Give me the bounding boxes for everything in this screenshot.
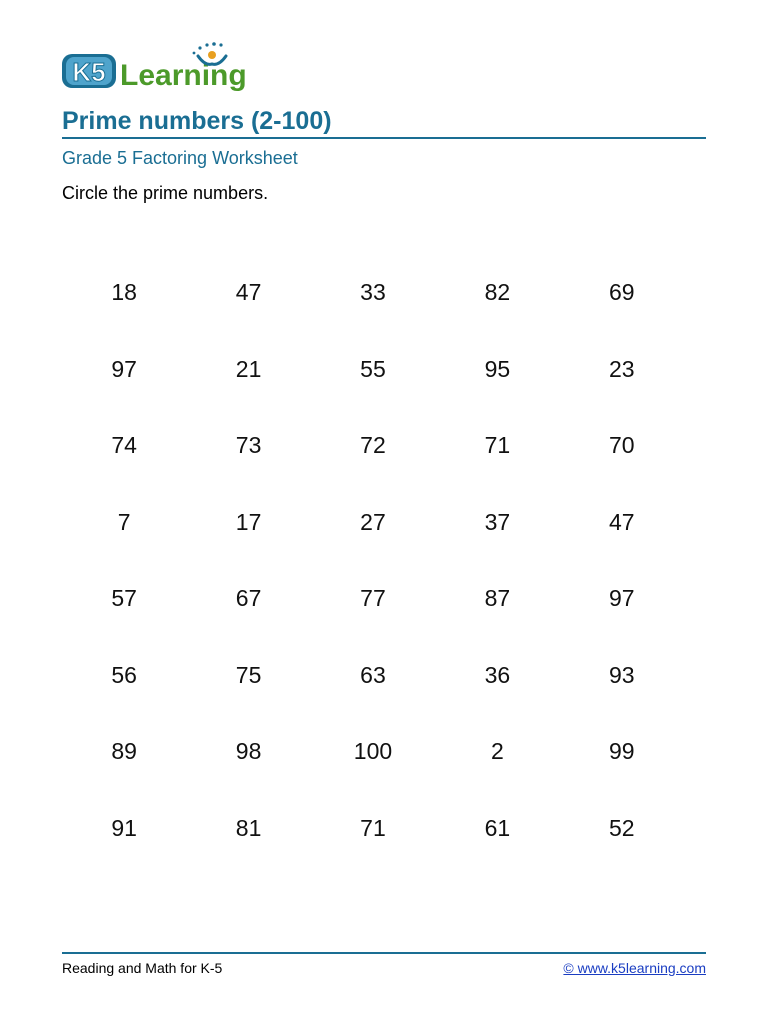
number-cell[interactable]: 37 <box>484 508 511 535</box>
page-title: Prime numbers (2-100) <box>62 107 332 135</box>
number-cell[interactable]: 75 <box>235 661 262 688</box>
number-cell[interactable]: 93 <box>608 661 635 688</box>
footer-website-link[interactable]: © www.k5learning.com <box>563 960 706 976</box>
number-cell[interactable]: 71 <box>360 814 386 841</box>
number-cell[interactable]: 98 <box>235 738 262 764</box>
number-cell[interactable]: 71 <box>484 432 511 458</box>
number-cell[interactable]: 21 <box>235 355 262 382</box>
number-cell[interactable]: 87 <box>484 585 511 611</box>
number-cell[interactable]: 7 <box>117 508 131 535</box>
number-cell[interactable]: 91 <box>111 814 137 841</box>
number-cell[interactable]: 82 <box>484 279 511 305</box>
number-cell[interactable]: 2 <box>490 738 504 764</box>
number-cell[interactable]: 57 <box>111 585 137 611</box>
k5-logo-graphic <box>60 40 260 96</box>
number-cell[interactable]: 69 <box>608 279 635 305</box>
number-cell[interactable]: 77 <box>360 585 386 611</box>
number-cell[interactable]: 63 <box>360 661 386 688</box>
worksheet-subtitle: Grade 5 Factoring Worksheet <box>62 148 298 168</box>
number-cell[interactable]: 47 <box>608 508 635 535</box>
logo-badge-text: K5 <box>72 57 106 87</box>
number-cell[interactable]: 97 <box>608 585 635 611</box>
title-divider <box>62 137 706 139</box>
number-cell[interactable]: 17 <box>235 508 262 535</box>
number-cell[interactable]: 27 <box>360 508 386 535</box>
number-cell[interactable]: 56 <box>111 661 137 688</box>
number-cell[interactable]: 99 <box>608 738 635 764</box>
number-cell[interactable]: 97 <box>111 355 137 382</box>
number-cell[interactable]: 55 <box>360 355 386 382</box>
number-cell[interactable]: 73 <box>235 432 262 458</box>
number-cell[interactable]: 47 <box>235 279 262 305</box>
logo-word-text: Learning <box>120 59 247 92</box>
footer-divider <box>62 952 706 954</box>
number-cell[interactable]: 33 <box>360 279 386 305</box>
number-cell[interactable]: 81 <box>235 814 262 841</box>
number-cell[interactable]: 89 <box>111 738 137 764</box>
number-cell[interactable]: 23 <box>608 355 635 382</box>
number-cell[interactable]: 52 <box>608 814 635 841</box>
number-cell[interactable]: 18 <box>111 279 137 305</box>
number-cell[interactable]: 72 <box>360 432 386 458</box>
number-cell[interactable]: 70 <box>608 432 635 458</box>
instruction-text: Circle the prime numbers. <box>62 183 269 203</box>
number-cell[interactable]: 74 <box>111 432 137 458</box>
number-cell[interactable]: 100 <box>353 738 393 764</box>
footer-tagline: Reading and Math for K-5 <box>62 960 223 976</box>
number-grid <box>62 272 684 884</box>
number-cell[interactable]: 95 <box>484 355 511 382</box>
number-cell[interactable]: 67 <box>235 585 262 611</box>
number-cell[interactable]: 61 <box>484 814 511 841</box>
k5-learning-logo <box>60 40 260 96</box>
number-cell[interactable]: 36 <box>484 661 511 688</box>
